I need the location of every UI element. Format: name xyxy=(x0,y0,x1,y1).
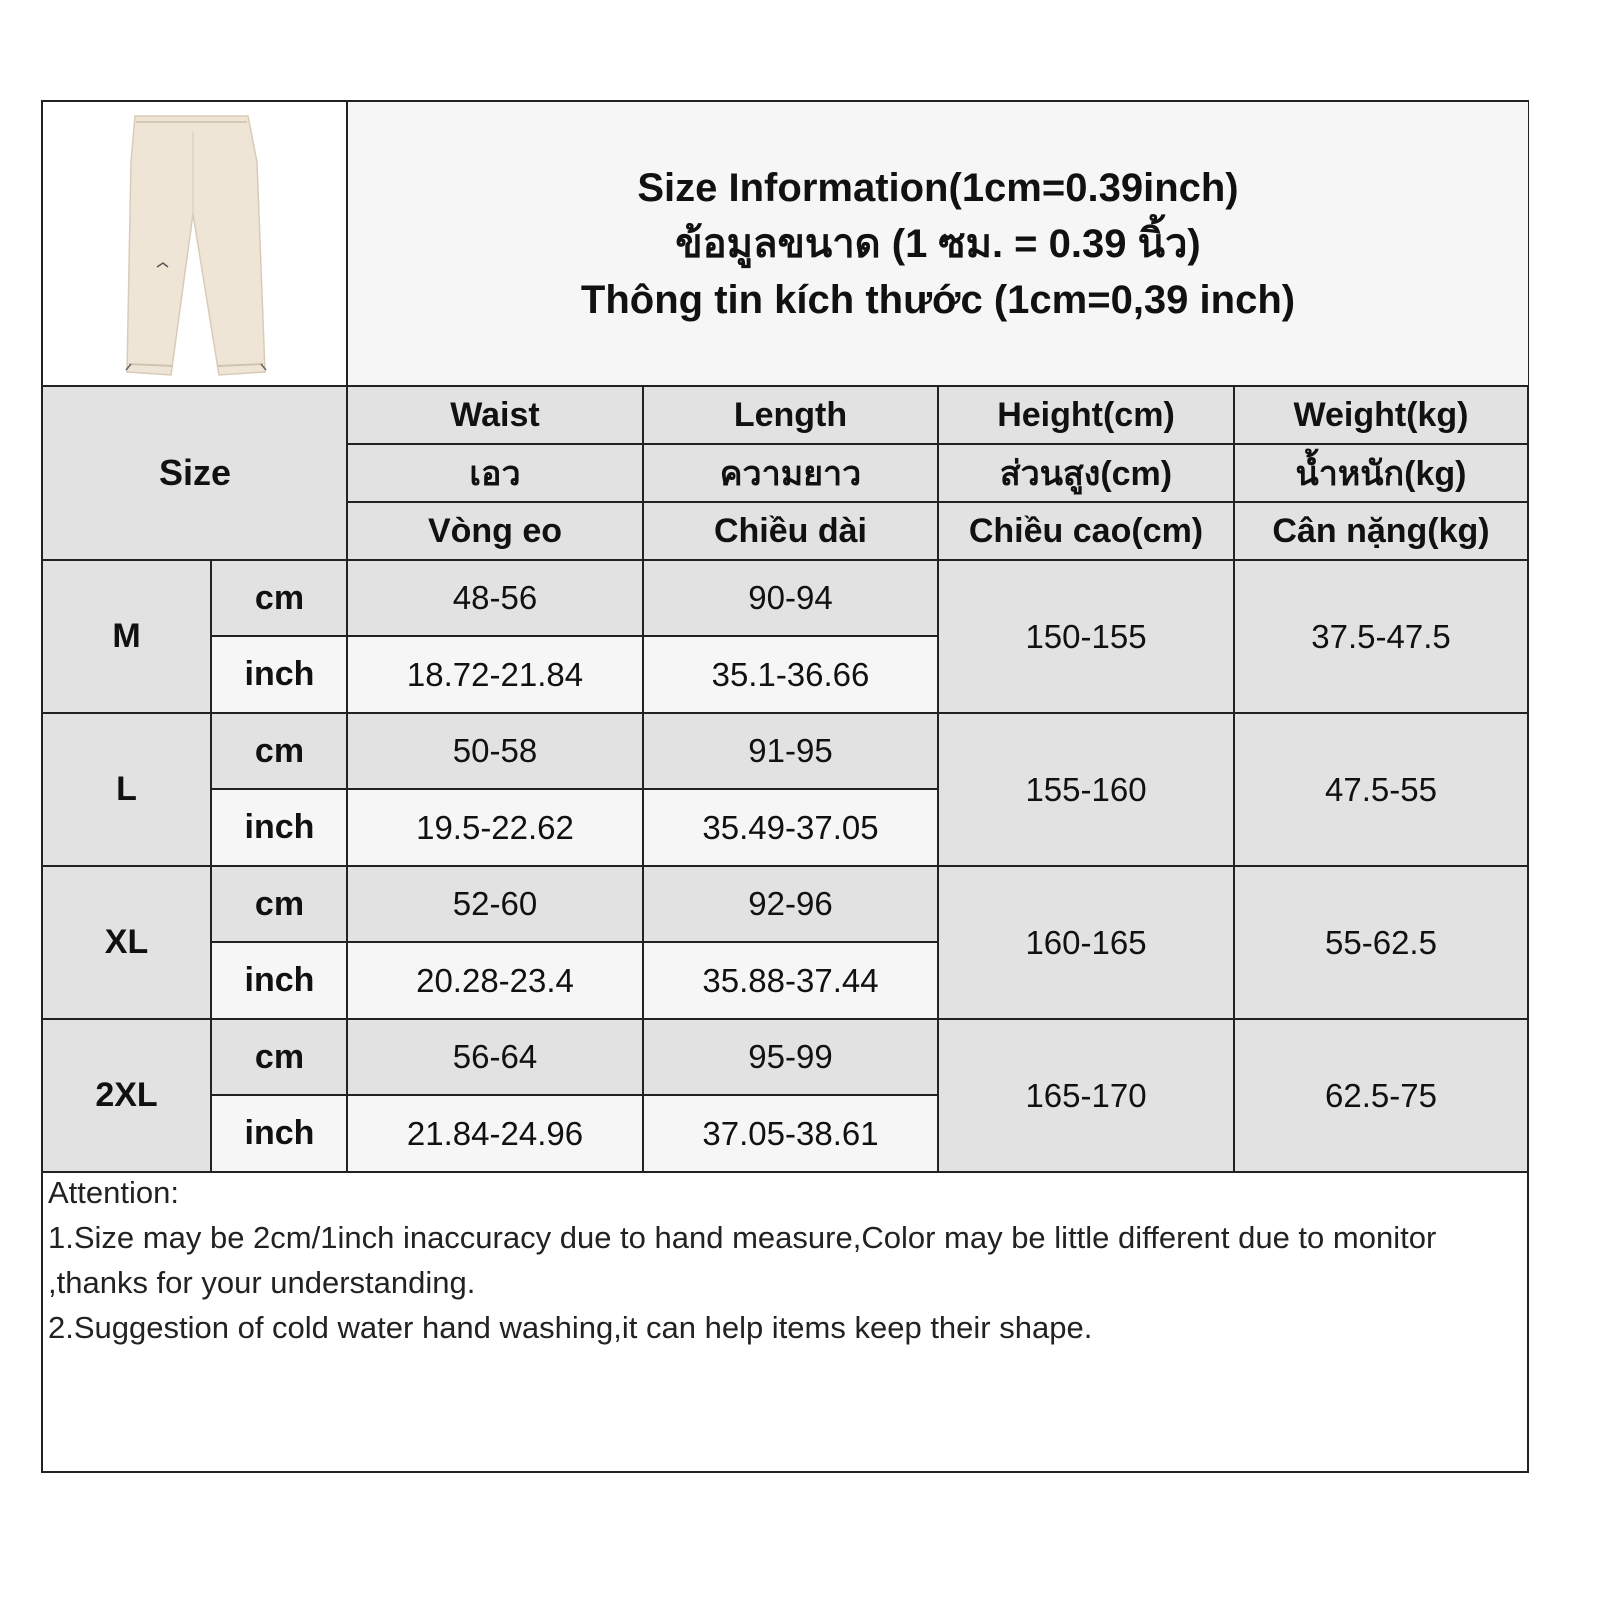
unit-inch: inch xyxy=(212,1096,347,1171)
height-header-th: ส่วนสูง(cm) xyxy=(939,445,1233,501)
waist-header-th: เอว xyxy=(348,445,642,501)
divider xyxy=(43,385,1527,387)
title-vietnamese: Thông tin kích thước (1cm=0,39 inch) xyxy=(580,277,1296,322)
title-english: Size Information(1cm=0.39inch) xyxy=(637,165,1239,210)
length-cm-l: 91-95 xyxy=(644,714,937,788)
waist-inch-m: 18.72-21.84 xyxy=(348,637,642,712)
length-cm-2xl: 95-99 xyxy=(644,1020,937,1094)
divider xyxy=(210,561,212,1171)
height-m: 150-155 xyxy=(939,561,1233,712)
weight-xl: 55-62.5 xyxy=(1235,867,1527,1018)
title-thai: ข้อมูลขนาด (1 ซม. = 0.39 นิ้ว) xyxy=(675,221,1201,266)
length-inch-m: 35.1-36.66 xyxy=(644,637,937,712)
size-label-l: L xyxy=(43,714,210,865)
height-l: 155-160 xyxy=(939,714,1233,865)
length-inch-2xl: 37.05-38.61 xyxy=(644,1096,937,1171)
length-cm-m: 90-94 xyxy=(644,561,937,635)
waist-header-en: Waist xyxy=(348,387,642,443)
size-label-2xl: 2XL xyxy=(43,1020,210,1171)
height-2xl: 165-170 xyxy=(939,1020,1233,1171)
length-inch-xl: 35.88-37.44 xyxy=(644,943,937,1018)
weight-m: 37.5-47.5 xyxy=(1235,561,1527,712)
attention-notes xyxy=(48,1170,1498,1350)
divider xyxy=(212,788,937,790)
unit-inch: inch xyxy=(212,943,347,1018)
size-header: Size xyxy=(43,387,347,559)
waist-cm-xl: 52-60 xyxy=(348,867,642,941)
chart-title xyxy=(348,102,1528,385)
divider xyxy=(212,635,937,637)
unit-inch: inch xyxy=(212,637,347,712)
divider xyxy=(212,941,937,943)
divider xyxy=(43,1018,1527,1020)
waist-inch-2xl: 21.84-24.96 xyxy=(348,1096,642,1171)
divider xyxy=(212,1094,937,1096)
weight-l: 47.5-55 xyxy=(1235,714,1527,865)
unit-cm: cm xyxy=(212,561,347,635)
unit-cm: cm xyxy=(212,1020,347,1094)
unit-inch: inch xyxy=(212,790,347,865)
size-label-xl: XL xyxy=(43,867,210,1018)
weight-header-en: Weight(kg) xyxy=(1235,387,1527,443)
length-header-vi: Chiều dài xyxy=(644,503,937,559)
waist-cm-m: 48-56 xyxy=(348,561,642,635)
waist-header-vi: Vòng eo xyxy=(348,503,642,559)
length-cm-xl: 92-96 xyxy=(644,867,937,941)
divider xyxy=(43,865,1527,867)
waist-inch-l: 19.5-22.62 xyxy=(348,790,642,865)
waist-inch-xl: 20.28-23.4 xyxy=(348,943,642,1018)
waist-cm-2xl: 56-64 xyxy=(348,1020,642,1094)
height-xl: 160-165 xyxy=(939,867,1233,1018)
divider xyxy=(642,387,644,1171)
attention-heading: Attention: xyxy=(48,1175,179,1210)
weight-2xl: 62.5-75 xyxy=(1235,1020,1527,1171)
divider xyxy=(348,443,1527,445)
attention-line-2: 2.Suggestion of cold water hand washing,it can help items keep their shape. xyxy=(48,1310,1093,1345)
size-chart xyxy=(41,100,1529,1473)
divider xyxy=(1233,387,1235,1171)
product-image xyxy=(43,102,347,385)
attention-line-1: 1.Size may be 2cm/1inch inaccuracy due to hand measure,Color may be little different due to monitor ,thanks for your understanding. xyxy=(48,1220,1437,1300)
divider xyxy=(348,501,1527,503)
length-header-th: ความยาว xyxy=(644,445,937,501)
pants-icon xyxy=(43,102,347,385)
waist-cm-l: 50-58 xyxy=(348,714,642,788)
divider xyxy=(43,712,1527,714)
length-inch-l: 35.49-37.05 xyxy=(644,790,937,865)
height-header-vi: Chiều cao(cm) xyxy=(939,503,1233,559)
divider xyxy=(43,559,1527,561)
weight-header-th: น้ำหนัก(kg) xyxy=(1235,445,1527,501)
height-header-en: Height(cm) xyxy=(939,387,1233,443)
weight-header-vi: Cân nặng(kg) xyxy=(1235,503,1527,559)
unit-cm: cm xyxy=(212,714,347,788)
divider xyxy=(937,387,939,1171)
size-label-m: M xyxy=(43,561,210,712)
unit-cm: cm xyxy=(212,867,347,941)
length-header-en: Length xyxy=(644,387,937,443)
